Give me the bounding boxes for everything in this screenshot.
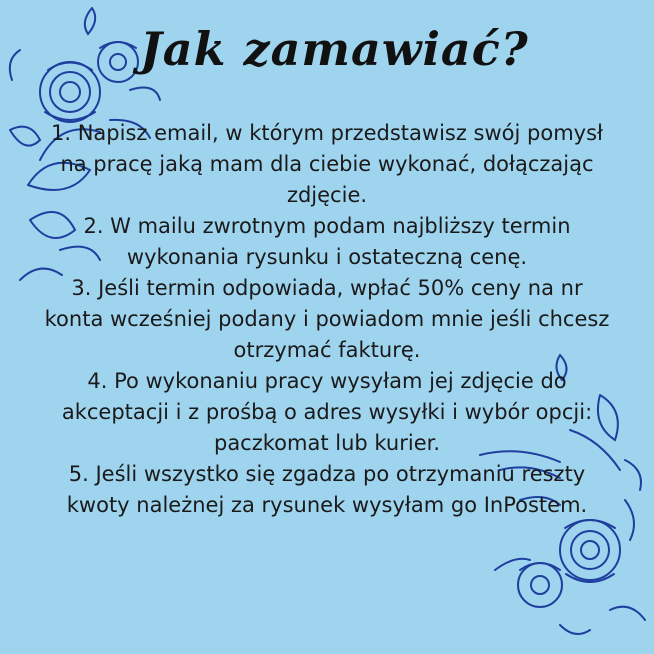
- steps-list: [40, 118, 614, 521]
- step-item: 1. Napisz email, w którym przedstawisz swój pomysł na pracę jaką mam dla ciebie wykonać, dołączając zdjęcie.: [50, 121, 604, 207]
- step-item: 4. Po wykonaniu pracy wysyłam jej zdjęcie do akceptacji i z prośbą o adres wysyłki i wybór opcji: paczkomat lub kurier.: [61, 369, 593, 455]
- step-item: 5. Jeśli wszystko się zgadza po otrzymaniu reszty kwoty należnej za rysunek wysyłam go InPostem.: [66, 462, 588, 517]
- step-item: 2. W mailu zwrotnym podam najbliższy termin wykonania rysunku i ostateczną cenę.: [83, 214, 571, 269]
- step-item: 3. Jeśli termin odpowiada, wpłać 50% ceny na nr konta wcześniej podany i powiadom mnie jeśli chcesz otrzymać fakturę.: [44, 276, 610, 362]
- page-title: Jak zamawiać?: [140, 22, 529, 76]
